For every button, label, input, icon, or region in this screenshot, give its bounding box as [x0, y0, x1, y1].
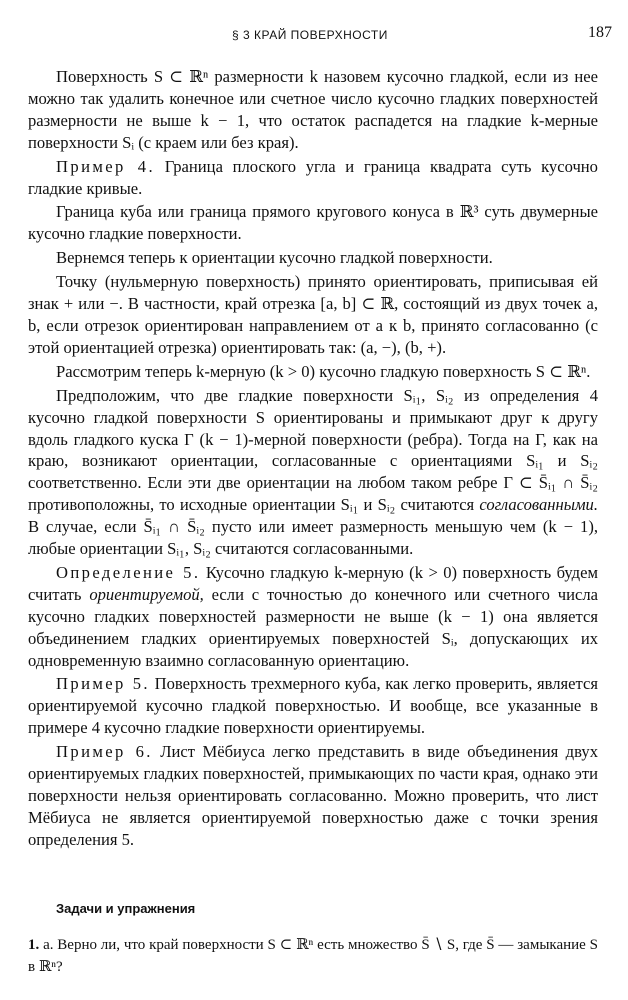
example-6-label: Пример 6. — [56, 742, 153, 762]
paragraph-consistent-orientation-text: Предположим, что две гладкие поверхности Sᵢ₁, Sᵢ₂ из определения 4 кусочно гладкой поверхности S ориентированы и примыкают друг к другу вдоль гладкого куска Γ (k − 1)-мерной поверхности (ребра). Тогда на Γ, как на краю, возникают ориентации, согласованные с ориентациями Sᵢ₁ и Sᵢ₂ соответственно. Если эти две ориентации на любом таком ребре Γ ⊂ S̄ᵢ₁ ∩ S̄ᵢ₂ противоположны, то исходные ориентации Sᵢ₁ и Sᵢ₂ считаются — [28, 385, 598, 515]
example-6-text: Лист Мёбиуса легко представить в виде объединения двух ориентируемых гладких поверхностей, примыкающих по части края, однако эти поверхности нельзя ориентировать согласованно. Можно проверить, что лист Мёбиуса не является ориентируемой поверхностью даже с точки зрения определения 5. — [28, 742, 598, 849]
definition-5-text-b: если с точностью до конечного или счетного числа кусочно гладких поверхностей размерности не выше (k − 1) она является объединением гладких ориентируемых поверхностей Sᵢ, допускающих их одновременную взаимно согласованную ориентацию. — [28, 584, 598, 670]
example-5 — [28, 673, 598, 739]
paragraph-consistent-orientation — [28, 385, 598, 560]
paragraph-point-orientation: Точку (нульмерную поверхность) принято ориентировать, приписывая ей знак + или −. В частности, край отрезка [a, b] ⊂ ℝ, состоящий из двух точек a, b, если отрезок ориентирован направлением от a к b, принято согласованно (с этой ориентацией отрезка) ориентировать так: (a, −), (b, +). — [28, 272, 598, 357]
paragraph-consistent-orientation-tail: В случае, если S̄ᵢ₁ ∩ S̄ᵢ₂ пусто или имеет размерность меньшую чем (k − 1), любые ориентации Sᵢ₁, Sᵢ₂ считаются согласованными. — [28, 517, 598, 559]
paragraph-k-dimensional: Рассмотрим теперь k-мерную (k > 0) кусочно гладкую поверхность S ⊂ ℝⁿ. — [56, 361, 591, 381]
definition-5-label: Определение 5. — [56, 562, 201, 582]
body-text — [28, 66, 598, 853]
example-4-text: Граница плоского угла и граница квадрата суть кусочно гладкие кривые. — [28, 156, 598, 198]
exercises-heading: Задачи и упражнения — [56, 901, 196, 916]
example-5-label: Пример 5. — [56, 674, 150, 694]
page-number: 187 — [588, 24, 612, 41]
exercise-text: а. Верно ли, что край поверхности S ⊂ ℝⁿ есть множество S̄ ∖ S, где S̄ — замыкание S в ℝⁿ? — [28, 937, 598, 975]
running-head: § 3 КРАЙ ПОВЕРХНОСТИ — [232, 28, 388, 42]
definition-5-text-a: Кусочно гладкую k-мерную (k > 0) поверхность будем считать — [28, 562, 598, 604]
example-4 — [28, 156, 598, 200]
example-4-label: Пример 4. — [56, 156, 156, 176]
exercise-item — [28, 934, 598, 978]
example-5-text: Поверхность трехмерного куба, как легко проверить, является ориентируемой кусочно гладкой поверхностью. И вообще, все указанные в примере 4 кусочно гладкие поверхности ориентируемы. — [28, 674, 598, 738]
paragraph-cube-cone: Граница куба или граница прямого кругового конуса в ℝ³ суть двумерные кусочно гладкие поверхности. — [28, 202, 598, 244]
example-6 — [28, 741, 598, 851]
term-orientable: ориентируемой, — [89, 584, 204, 604]
paragraph-return-orientation: Вернемся теперь к ориентации кусочно гладкой поверхности. — [56, 248, 493, 268]
exercise-number: 1. — [28, 937, 40, 953]
definition-5 — [28, 562, 598, 672]
term-consistent: согласованными. — [479, 495, 598, 515]
paragraph-piecewise-smooth-definition: Поверхность S ⊂ ℝⁿ размерности k назовем кусочно гладкой, если из нее можно так удалить конечное или счетное число кусочно гладких поверхностей размерности не выше k − 1, что остаток распадется на гладкие k-мерные поверхности Sᵢ (с краем или без края). — [28, 67, 598, 152]
